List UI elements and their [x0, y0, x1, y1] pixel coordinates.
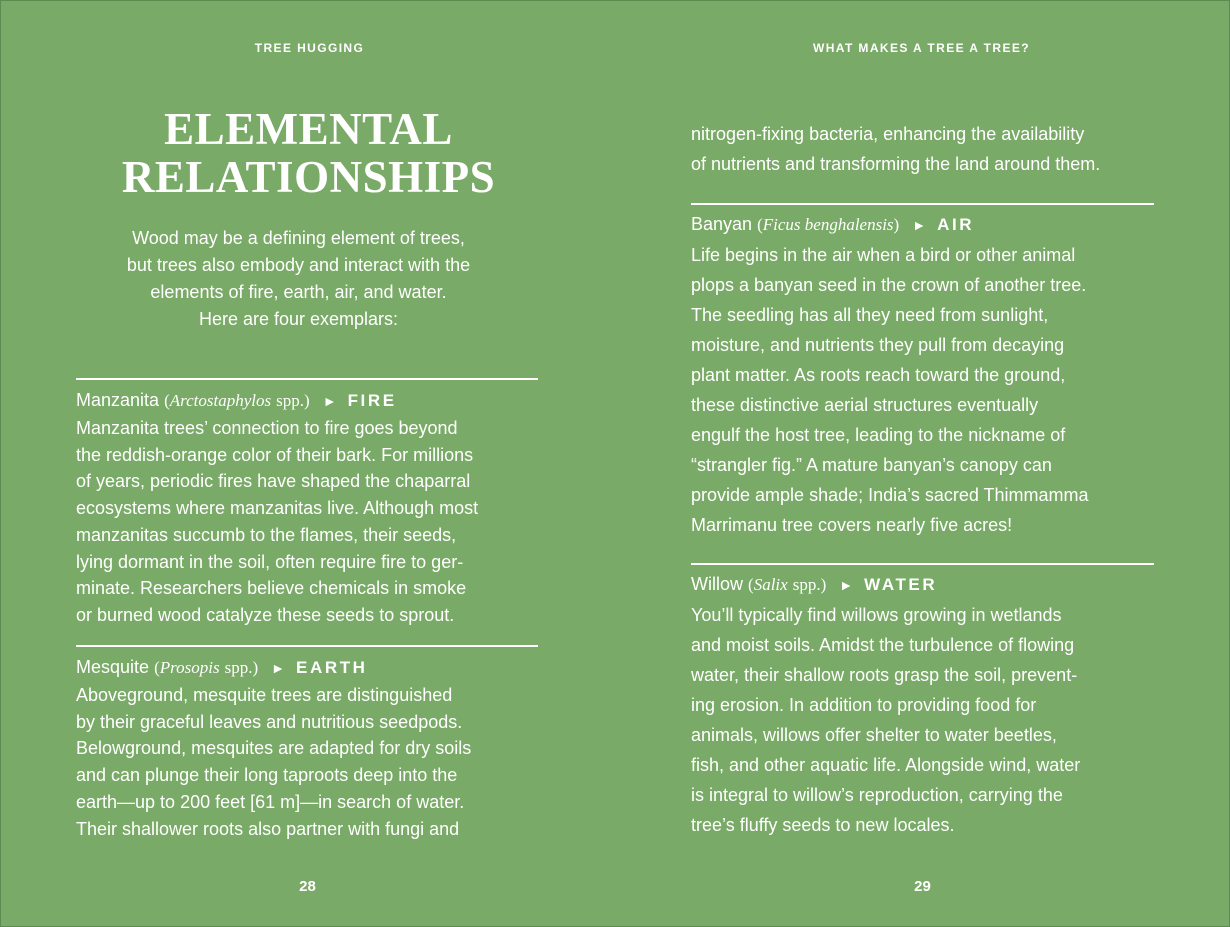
play-arrow-icon: ► [912, 217, 927, 233]
entry-willow [691, 563, 1154, 840]
body-line: of years, periodic fires have shaped the chaparral [76, 471, 471, 492]
intro-line: elements of fire, earth, air, and water. [150, 282, 447, 302]
body-line: by their graceful leaves and nutritious seedpods. [76, 711, 463, 732]
body-line: is integral to willow’s reproduction, carrying the [691, 785, 1063, 805]
latin-name: Prosopis [159, 658, 220, 677]
entry-heading [691, 209, 1154, 240]
entry-banyan [691, 203, 1154, 540]
play-arrow-icon: ► [322, 393, 337, 409]
divider [691, 563, 1154, 565]
element-label: AIR [937, 215, 975, 234]
body-line: plant matter. As roots reach toward the ground, [691, 365, 1066, 385]
entry-body [691, 600, 1154, 840]
entry-body [691, 240, 1154, 540]
open-paren: ( [757, 215, 763, 234]
body-line: earth—up to 200 feet [61 m]—in search of water. [76, 791, 465, 812]
running-head: WHAT MAKES A TREE A TREE? [813, 41, 1030, 55]
play-arrow-icon: ► [839, 577, 854, 593]
body-line: water, their shallow roots grasp the soil, prevent- [691, 665, 1078, 685]
body-line: fish, and other aquatic life. Alongside wind, water [691, 755, 1081, 775]
body-line: and can plunge their long taproots deep into the [76, 765, 458, 786]
close-paren: ) [893, 215, 900, 234]
divider [691, 203, 1154, 205]
body-line: and moist soils. Amidst the turbulence of flowing [691, 635, 1075, 655]
body-line: minate. Researchers believe chemicals in smoke [76, 578, 467, 599]
left-page [1, 1, 616, 927]
intro-line: Here are four exemplars: [198, 309, 399, 329]
open-paren: ( [154, 658, 160, 677]
body-line: You’ll typically find willows growing in wetlands [691, 605, 1062, 625]
body-line: of nutrients and transforming the land around them. [691, 154, 1101, 174]
body-line: Their shallower roots also partner with fungi and [76, 818, 460, 839]
element-label: WATER [864, 575, 938, 594]
page-title [1, 105, 616, 201]
body-line: Manzanita trees’ connection to fire goes beyond [76, 418, 458, 438]
title-line: ELEMENTAL [164, 104, 453, 154]
element-label: EARTH [296, 658, 368, 677]
title-line: RELATIONSHIPS [121, 152, 496, 202]
latin-name: Salix [753, 575, 788, 594]
open-paren: ( [748, 575, 754, 594]
body-line: “strangler fig.” A mature banyan’s canopy can [691, 455, 1052, 475]
running-head: TREE HUGGING [254, 41, 365, 55]
entry-body [76, 682, 538, 842]
entry-manzanita [76, 378, 538, 629]
body-line: Aboveground, mesquite trees are distinguished [76, 685, 453, 705]
intro-line: but trees also embody and interact with the [126, 255, 471, 275]
body-line: nitrogen-fixing bacteria, enhancing the availability [691, 124, 1085, 144]
body-line: lying dormant in the soil, often require fire to ger- [76, 551, 464, 572]
entry-heading [76, 653, 538, 682]
body-line: these distinctive aerial structures eventually [691, 395, 1039, 415]
latin-name: Arctostaphylos [169, 391, 272, 410]
body-line: Life begins in the air when a bird or other animal [691, 245, 1076, 265]
common-name: Banyan [691, 214, 753, 234]
body-line: tree’s fluffy seeds to new locales. [691, 815, 955, 835]
open-paren: ( [164, 391, 170, 410]
body-line: ecosystems where manzanitas live. Although most [76, 498, 479, 519]
continued-paragraph [691, 119, 1161, 179]
body-line: the reddish-orange color of their bark. For millions [76, 444, 474, 465]
body-line: engulf the host tree, leading to the nickname of [691, 425, 1066, 445]
common-name: Willow [691, 574, 743, 594]
body-line: moisture, and nutrients they pull from decaying [691, 335, 1065, 355]
divider [76, 378, 538, 380]
common-name: Mesquite [76, 657, 150, 677]
divider [76, 645, 538, 647]
body-line: The seedling has all they need from sunlight, [691, 305, 1049, 325]
body-line: animals, willows offer shelter to water beetles, [691, 725, 1057, 745]
entry-heading [76, 386, 538, 415]
play-arrow-icon: ► [271, 660, 285, 676]
body-line: Belowground, mesquites are adapted for dry soils [76, 738, 472, 759]
body-line: plops a banyan seed in the crown of another tree. [691, 275, 1087, 295]
spp-abbrev: spp.) [276, 391, 310, 410]
entry-body [76, 415, 538, 629]
body-line: or burned wood catalyze these seeds to sprout. [76, 604, 455, 625]
page-number: 29 [914, 878, 931, 895]
intro-line: Wood may be a defining element of trees, [132, 228, 465, 248]
page-number: 28 [299, 878, 316, 895]
body-line: manzanitas succumb to the flames, their seeds, [76, 524, 457, 545]
spp-abbrev: spp.) [224, 658, 259, 677]
entry-heading [691, 569, 1154, 600]
latin-name: Ficus benghalensis [762, 215, 894, 234]
intro-paragraph [61, 225, 536, 333]
spp-abbrev: spp.) [792, 575, 827, 594]
body-line: Marrimanu tree covers nearly five acres! [691, 515, 1013, 535]
common-name: Manzanita [76, 390, 160, 410]
body-line: provide ample shade; India’s sacred Thimmamma [691, 485, 1089, 505]
entry-mesquite [76, 645, 538, 842]
body-line: ing erosion. In addition to providing food for [691, 695, 1037, 715]
element-label: FIRE [347, 391, 397, 410]
